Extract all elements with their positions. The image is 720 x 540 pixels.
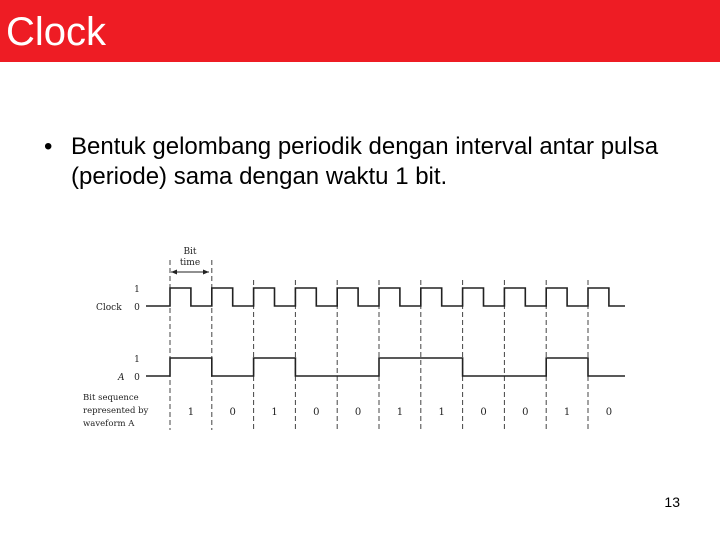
- bit-value: 1: [187, 407, 195, 418]
- bit-values: [188, 407, 612, 418]
- bit-time-arrow: [171, 270, 209, 275]
- a-level-low: 0: [134, 373, 140, 383]
- page-number: 13: [664, 494, 680, 510]
- bit-value: 1: [396, 407, 404, 418]
- bit-value: 0: [313, 407, 320, 418]
- a-level-high: 1: [134, 355, 140, 365]
- bit-time-label-line2: time: [179, 258, 201, 268]
- bit-value: 0: [480, 407, 487, 418]
- bit-value: 1: [563, 407, 571, 418]
- bullet-text: Bentuk gelombang periodik dengan interval antar pulsa (periode) sama dengan waktu 1 bit.: [71, 133, 659, 190]
- clock-level-high: 1: [134, 285, 140, 295]
- bit-value: 0: [354, 407, 362, 418]
- bit-value: 0: [522, 407, 529, 418]
- slide-title: Clock: [6, 10, 107, 54]
- bit-value: 1: [271, 407, 278, 418]
- clock-level-low: 0: [134, 303, 140, 313]
- bullet-marker: •: [44, 133, 53, 160]
- bit-value: 0: [229, 407, 236, 418]
- a-waveform: [146, 358, 625, 376]
- bit-value: 0: [605, 407, 613, 418]
- sequence-label-line2: represented by: [83, 406, 149, 416]
- title-bar: [0, 0, 720, 62]
- sequence-label-line1: Bit sequence: [83, 393, 139, 403]
- bit-time-label-line1: Bit: [183, 247, 197, 257]
- clock-label: Clock: [96, 303, 122, 313]
- a-label: A: [118, 373, 125, 383]
- bit-boundaries: [170, 260, 625, 430]
- clock-timing-diagram: [80, 240, 625, 435]
- clock-waveform: [146, 288, 625, 306]
- bit-value: 1: [438, 407, 445, 418]
- sequence-label-line3: waveform A: [83, 419, 135, 429]
